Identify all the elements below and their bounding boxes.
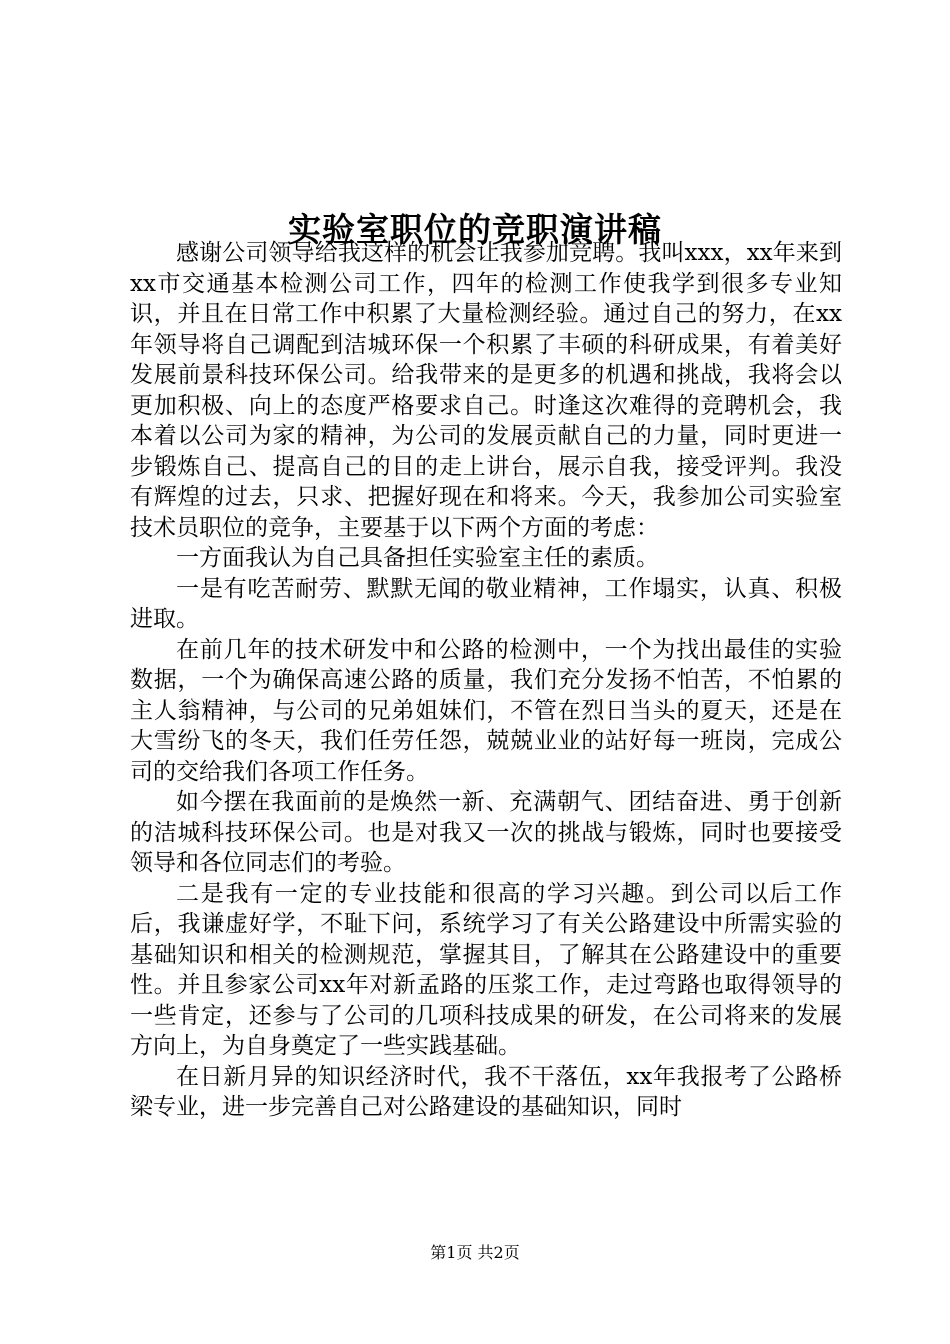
document-body <box>130 238 842 1123</box>
paragraph: 一方面我认为自己具备担任实验室主任的素质。 <box>176 545 659 571</box>
paragraph: 如今摆在我面前的是焕然一新、充满朝气、团结奋进、勇于创新的洁城科技环保公司。也是对我又一次的挑战与锻炼，同时也要接受领导和各位同志们的考验。 <box>130 789 842 876</box>
paragraph: 感谢公司领导给我这样的机会让我参加竞聘。我叫xxx，xx年来到xx市交通基本检测公司工作，四年的检测工作使我学到很多专业知识，并且在日常工作中积累了大量检测经验。通过自己的努力，在xx年领导将自己调配到洁城环保一个积累了丰硕的科研成果，有着美好发展前景科技环保公司。给我带来的是更多的机遇和挑战，我将会以更加积极、向上的态度严格要求自己。时逢这次难得的竞聘机会，我本着以公司为家的精神，为公司的发展贡献自己的力量，同时更进一步锻炼自己、提高自己的目的走上讲台，展示自我，接受评判。我没有辉煌的过去，只求、把握好现在和将来。今天，我参加公司实验室技术员职位的竞争，主要基于以下两个方面的考虑： <box>130 240 842 541</box>
paragraph: 在前几年的技术研发中和公路的检测中，一个为找出最佳的实验数据，一个为确保高速公路的质量，我们充分发扬不怕苦，不怕累的主人翁精神，与公司的兄弟姐妹们，不管在烈日当头的夏天，还是在大雪纷飞的冬天，我们任劳任怨，兢兢业业的站好每一班岗，完成公司的交给我们各项工作任务。 <box>130 636 842 785</box>
paragraph: 二是我有一定的专业技能和很高的学习兴趣。到公司以后工作后，我谦虚好学，不耻下问，系统学习了有关公路建设中所需实验的基础知识和相关的检测规范，掌握其目，了解其在公路建设中的重要性。并且参家公司xx年对新孟路的压浆工作，走过弯路也取得领导的一些肯定，还参与了公司的几项科技成果的研发，在公司将来的发展方向上，为自身奠定了一些实践基础。 <box>130 880 842 1059</box>
paragraph: 在日新月异的知识经济时代，我不干落伍，xx年我报考了公路桥梁专业，进一步完善自己对公路建设的基础知识，同时 <box>130 1063 842 1120</box>
page-footer: 第1页 共2页 <box>430 1243 520 1262</box>
document-title: 实验室职位的竞职演讲稿 <box>288 210 662 250</box>
paragraph: 一是有吃苦耐劳、默默无闻的敬业精神，工作塌实，认真、积极进取。 <box>130 575 842 632</box>
